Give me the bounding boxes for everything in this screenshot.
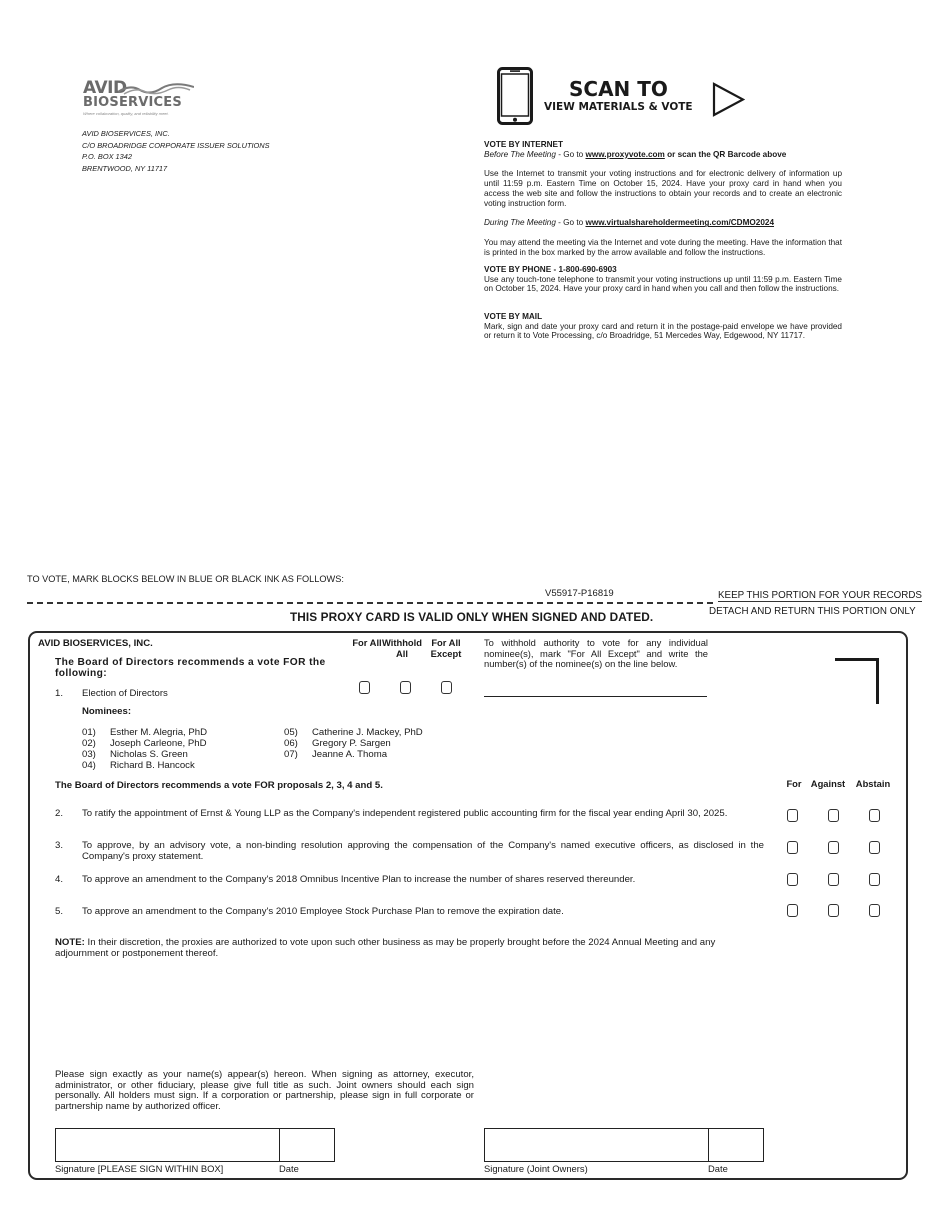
col-for: For bbox=[786, 778, 802, 789]
phone-text: Use any touch-tone telephone to transmit your voting instructions up until 11:59 p.m. Eastern Time on October 15, 2024. Have your proxy card in hand when you call and then follow the instructions. bbox=[484, 274, 842, 294]
nominee-number: 01) bbox=[82, 727, 96, 738]
checkbox-proposal4-for[interactable] bbox=[787, 873, 798, 886]
nominee-name: Joseph Carleone, PhD bbox=[110, 738, 207, 749]
nominee-number: 03) bbox=[82, 749, 96, 760]
validity-notice: THIS PROXY CARD IS VALID ONLY WHEN SIGNED AND DATED. bbox=[290, 610, 654, 624]
address-line: P.O. BOX 1342 bbox=[82, 152, 132, 162]
nominee-name: Nicholas S. Green bbox=[110, 749, 188, 760]
proposal-text: To approve, by an advisory vote, a non-binding resolution approving the compensation of the Company's named executive officers, as disclosed in the Company's proxy statement. bbox=[82, 840, 764, 862]
play-arrow-icon bbox=[712, 82, 745, 117]
signature-label: Signature [PLEASE SIGN WITHIN BOX] bbox=[55, 1163, 224, 1174]
logo-swoosh-icon bbox=[118, 82, 194, 96]
joint-date-box[interactable] bbox=[708, 1128, 764, 1162]
control-number: V55917-P16819 bbox=[545, 588, 614, 599]
checkbox-withhold-all[interactable] bbox=[400, 681, 411, 694]
nominee-number: 04) bbox=[82, 760, 96, 771]
internet-heading: VOTE BY INTERNET bbox=[484, 140, 564, 149]
nominees-label: Nominees: bbox=[82, 706, 132, 717]
checkbox-proposal3-abstain[interactable] bbox=[869, 841, 880, 854]
note-label: NOTE: bbox=[55, 937, 85, 948]
mail-section bbox=[484, 312, 842, 341]
before-meeting-line bbox=[484, 150, 842, 160]
col-against: Against bbox=[810, 778, 846, 789]
checkbox-proposal2-against[interactable] bbox=[828, 809, 839, 822]
joint-signature-box[interactable] bbox=[484, 1128, 709, 1162]
mail-heading: VOTE BY MAIL bbox=[484, 312, 543, 321]
scan-subtitle: VIEW MATERIALS & VOTE bbox=[544, 101, 693, 113]
nominee-name: Gregory P. Sargen bbox=[312, 738, 391, 749]
virtual-meeting-link[interactable]: www.virtualshareholdermeeting.com/CDMO2024 bbox=[585, 218, 775, 228]
checkbox-proposal3-against[interactable] bbox=[828, 841, 839, 854]
checkbox-proposal4-against[interactable] bbox=[828, 873, 839, 886]
col-for-all: For All bbox=[352, 637, 382, 648]
checkbox-proposal5-against[interactable] bbox=[828, 904, 839, 917]
note bbox=[55, 938, 767, 959]
nominee-number: 05) bbox=[284, 727, 298, 738]
during-label: During The Meeting bbox=[484, 218, 556, 228]
before-label: Before The Meeting bbox=[484, 149, 556, 159]
joint-signature-label: Signature (Joint Owners) bbox=[484, 1163, 588, 1174]
board-recommendation-1: The Board of Directors recommends a vote FOR the following: bbox=[55, 657, 326, 679]
proposal-number: 5. bbox=[55, 906, 64, 917]
col-abstain: Abstain bbox=[855, 778, 891, 789]
before-goto: - Go to bbox=[555, 149, 586, 159]
card-company-name: AVID BIOSERVICES, INC. bbox=[38, 638, 153, 649]
withhold-instructions: To withhold authority to vote for any individual nominee(s), mark "For All Except" and write the number(s) of the nominee(s) on the line below. bbox=[484, 637, 708, 669]
logo-avid: AVID bbox=[83, 78, 127, 98]
detach-portion-label: DETACH AND RETURN THIS PORTION ONLY bbox=[709, 606, 916, 617]
checkbox-proposal3-for[interactable] bbox=[787, 841, 798, 854]
nominee-name: Richard B. Hancock bbox=[110, 760, 195, 771]
phone-heading: VOTE BY PHONE - 1-800-690-6903 bbox=[484, 265, 617, 274]
proposal-text: To approve an amendment to the Company's 2018 Omnibus Incentive Plan to increase the number of shares reserved thereunder. bbox=[82, 874, 636, 885]
checkbox-proposal5-for[interactable] bbox=[787, 904, 798, 917]
checkbox-for-all-except[interactable] bbox=[441, 681, 452, 694]
nominee-name: Esther M. Alegria, PhD bbox=[110, 727, 208, 738]
joint-date-label: Date bbox=[708, 1163, 728, 1174]
detach-line bbox=[27, 602, 713, 604]
proposal-number: 3. bbox=[55, 840, 64, 851]
item1-number: 1. bbox=[55, 688, 64, 699]
nominee-number: 06) bbox=[284, 738, 298, 749]
col-for-all-except: For All Except bbox=[430, 637, 462, 659]
address-line: C/O BROADRIDGE CORPORATE ISSUER SOLUTIONS bbox=[82, 140, 270, 150]
logo-bioservices: BIOSERVICES bbox=[83, 95, 182, 110]
address-line: BRENTWOOD, NY 11717 bbox=[82, 163, 168, 173]
note-text: In their discretion, the proxies are authorized to vote upon such other business as may be properly brought before the 2024 Annual Meeting and any adjournment or postponement thereof. bbox=[55, 937, 716, 959]
date-box[interactable] bbox=[279, 1128, 335, 1162]
keep-portion-label: KEEP THIS PORTION FOR YOUR RECORDS bbox=[718, 590, 922, 601]
proposal-number: 4. bbox=[55, 874, 64, 885]
nominee-name: Catherine J. Mackey, PhD bbox=[312, 727, 423, 738]
during-goto: - Go to bbox=[555, 218, 586, 228]
to-vote-instructions: TO VOTE, MARK BLOCKS BELOW IN BLUE OR BLACK INK AS FOLLOWS: bbox=[27, 574, 344, 584]
phone-section bbox=[484, 265, 842, 294]
address-line: AVID BIOSERVICES, INC. bbox=[82, 129, 170, 138]
nominee-name: Jeanne A. Thoma bbox=[312, 749, 388, 760]
nominee-number: 07) bbox=[284, 749, 298, 760]
checkbox-proposal2-abstain[interactable] bbox=[869, 809, 880, 822]
nominee-number: 02) bbox=[82, 738, 96, 749]
signature-box[interactable] bbox=[55, 1128, 280, 1162]
proposal-number: 2. bbox=[55, 808, 64, 819]
during-text: You may attend the meeting via the Internet and vote during the meeting. Have the information that is printed in the box marked by the arrow available and follow the instructions. bbox=[484, 237, 842, 257]
checkbox-proposal2-for[interactable] bbox=[787, 809, 798, 822]
during-meeting-line bbox=[484, 218, 842, 228]
col-withhold-all: Withhold All bbox=[381, 637, 422, 659]
board-recommendation-2: The Board of Directors recommends a vote FOR proposals 2, 3, 4 and 5. bbox=[55, 780, 383, 791]
scan-title: SCAN TO bbox=[569, 77, 668, 101]
nominee-numbers-col1 bbox=[82, 727, 96, 771]
item1-label: Election of Directors bbox=[82, 688, 168, 699]
before-tail: or scan the QR Barcode above bbox=[664, 149, 787, 159]
sign-instructions: Please sign exactly as your name(s) appear(s) hereon. When signing as attorney, executor, administrator, or other fiduciary, please give full title as such. Joint owners should each sign personally. All holders must sign. If a corporation or partnership, please sign in full corporate or partnership name by authorized officer. bbox=[55, 1069, 474, 1112]
checkbox-proposal4-abstain[interactable] bbox=[869, 873, 880, 886]
nominee-names-col1 bbox=[110, 727, 207, 771]
return-address bbox=[82, 128, 270, 174]
date-label: Date bbox=[279, 1163, 299, 1174]
nominee-numbers-col2 bbox=[284, 727, 298, 760]
proposal-text: To approve an amendment to the Company's 2010 Employee Stock Purchase Plan to remove the expiration date. bbox=[82, 906, 564, 917]
proposal-text: To ratify the appointment of Ernst & Young LLP as the Company's independent registered public accounting firm for the fiscal year ending April 30, 2025. bbox=[82, 808, 728, 819]
before-text: Use the Internet to transmit your voting instructions and for electronic delivery of information up until 11:59 p.m. Eastern Time on October 15, 2024. Have your proxy card in hand when you access the web site and follow the instructions to obtain your records and to create an electronic voting instruction form. bbox=[484, 169, 842, 208]
checkbox-for-all[interactable] bbox=[359, 681, 370, 694]
except-nominee-line[interactable] bbox=[484, 696, 707, 697]
internet-section bbox=[484, 140, 842, 257]
nominee-names-col2 bbox=[312, 727, 423, 760]
proxyvote-link[interactable]: www.proxyvote.com bbox=[585, 149, 665, 159]
phone-icon bbox=[497, 67, 533, 125]
corner-mark bbox=[835, 658, 879, 704]
checkbox-proposal5-abstain[interactable] bbox=[869, 904, 880, 917]
logo-tagline: Where collaboration, quality, and reliability meet. bbox=[83, 111, 169, 116]
mail-text: Mark, sign and date your proxy card and return it in the postage-paid envelope we have provided or return it to Vote Processing, c/o Broadridge, 51 Mercedes Way, Edgewood, NY 11717. bbox=[484, 321, 842, 341]
